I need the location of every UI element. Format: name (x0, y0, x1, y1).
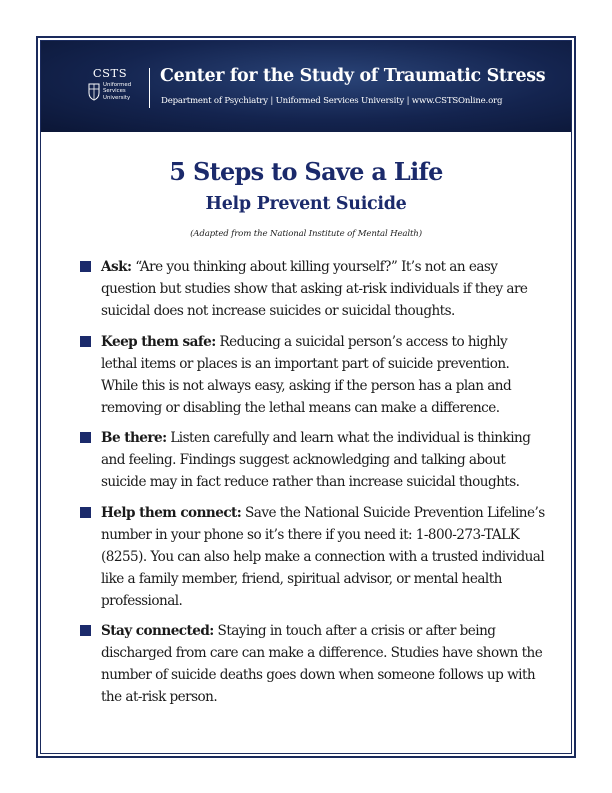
csts-logo (86, 66, 136, 110)
bullet-square (80, 336, 91, 347)
org-name: Center for the Study of Traumatic Stress (160, 66, 546, 86)
org-subtitle: Department of Psychiatry | Uniformed Services University | www.CSTSOnline.org (161, 96, 503, 106)
bullet-square (80, 507, 91, 518)
step-label: Be there: (101, 430, 167, 446)
source-note: (Adapted from the National Institute of Mental Health) (190, 229, 422, 239)
step-label: Ask: (101, 259, 132, 275)
bullet-square (80, 432, 91, 443)
step-body: “Are you thinking about killing yourself?” It’s not an easy question but studies show that asking at-risk individuals if they are suicidal does not increase suicides or suicidal thoughts. (101, 259, 528, 319)
steps-list (76, 256, 546, 717)
step-text (101, 427, 546, 493)
step-text (101, 256, 546, 322)
step-body: Listen carefully and learn what the individual is thinking and feeling. Findings suggest acknowledging and talking about suicide may in fact reduce rather than increase suicidal thoughts. (101, 430, 531, 490)
step-text (101, 502, 546, 612)
bullet-square (80, 625, 91, 636)
document-title: 5 Steps to Save a Life (169, 157, 443, 186)
logo-title: CSTS (92, 66, 128, 80)
step-text (101, 331, 546, 419)
header-divider (149, 68, 150, 108)
seal-icon (88, 83, 100, 101)
step-text (101, 620, 546, 708)
step-label: Help them connect: (101, 504, 242, 521)
step-keep-them-safe (76, 331, 546, 419)
step-label: Keep them safe: (101, 333, 216, 350)
step-stay-connected (76, 620, 546, 708)
step-help-them-connect (76, 502, 546, 612)
step-ask (76, 256, 546, 322)
step-body: Reducing a suicidal person’s access to highly lethal items or places is an important part of suicide prevention. While this is not always easy, asking if the person has a plan and removing or disabling the lethal means can make a difference. (101, 333, 512, 416)
bullet-square (80, 261, 91, 272)
step-label: Stay connected: (101, 623, 214, 639)
step-body: Staying in touch after a crisis or after being discharged from care can make a difference. Studies have shown the number of suicide deaths goes down when someone follows up with the at-risk person. (101, 623, 543, 705)
document-subtitle: Help Prevent Suicide (205, 194, 407, 214)
step-be-there (76, 427, 546, 493)
logo-university-text: Uniformed Services University (103, 82, 132, 101)
step-body: Save the National Suicide Prevention Lifeline’s number in your phone so it’s there if you need it: 1-800-273-TALK (8255). You can also help make a connection with a trusted individual like a family member, friend, spiritual advisor, or mental health professional. (101, 504, 545, 609)
